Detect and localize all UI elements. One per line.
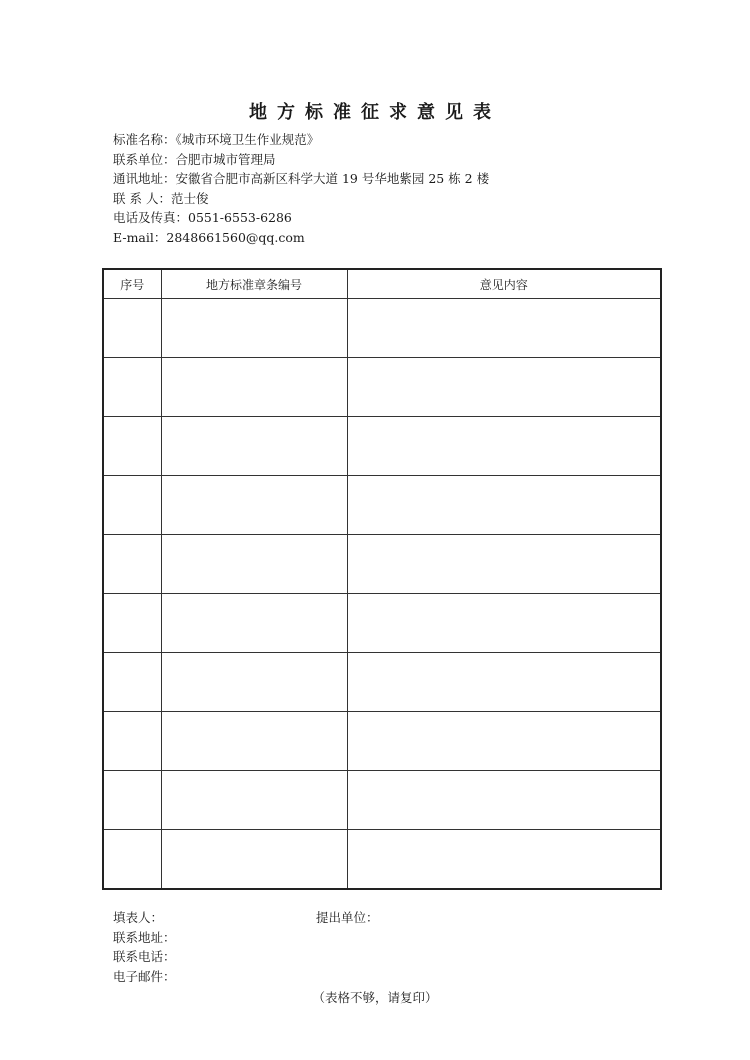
clause-cell[interactable]	[161, 299, 347, 358]
serial-cell[interactable]	[103, 299, 161, 358]
table-header-row	[103, 269, 661, 299]
photocopy-note: （表格不够，请复印）	[312, 990, 438, 1005]
clause-cell[interactable]	[161, 417, 347, 476]
table-row	[103, 712, 661, 771]
clause-cell[interactable]	[161, 358, 347, 417]
email: E-mail：2848661560@qq.com	[113, 229, 305, 245]
table-row	[103, 299, 661, 358]
serial-cell[interactable]	[103, 653, 161, 712]
serial-cell[interactable]	[103, 771, 161, 830]
clause-cell[interactable]	[161, 712, 347, 771]
comment-cell[interactable]	[347, 417, 661, 476]
page-title: 地方标准征求意见表	[249, 102, 501, 123]
info-block	[113, 130, 489, 247]
comment-cell[interactable]	[347, 771, 661, 830]
table-body	[103, 299, 661, 890]
footer-block	[113, 908, 379, 986]
clause-cell[interactable]	[161, 535, 347, 594]
contact-unit: 联系单位：合肥市城市管理局	[113, 151, 276, 167]
comment-cell[interactable]	[347, 299, 661, 358]
header-comment-content: 意见内容	[347, 269, 661, 299]
clause-cell[interactable]	[161, 476, 347, 535]
comment-cell[interactable]	[347, 653, 661, 712]
comment-cell[interactable]	[347, 358, 661, 417]
serial-cell[interactable]	[103, 417, 161, 476]
contact-person: 联 系 人：范士俊	[113, 190, 209, 206]
table-row	[103, 594, 661, 653]
phone-fax: 电话及传真：0551-6553-6286	[113, 210, 292, 225]
table-row	[103, 476, 661, 535]
header-serial-number: 序号	[103, 269, 161, 299]
mailing-address: 通讯地址：安徽省合肥市高新区科学大道 19 号华地紫园 25 栋 2 楼	[113, 171, 490, 186]
email-label: 电子邮件：	[113, 968, 176, 984]
serial-cell[interactable]	[103, 594, 161, 653]
comment-table	[102, 268, 662, 890]
serial-cell[interactable]	[103, 358, 161, 417]
comment-cell[interactable]	[347, 712, 661, 771]
comment-cell[interactable]	[347, 476, 661, 535]
table-row	[103, 535, 661, 594]
clause-cell[interactable]	[161, 594, 347, 653]
serial-cell[interactable]	[103, 830, 161, 890]
clause-cell[interactable]	[161, 653, 347, 712]
contact-address-label: 联系地址：	[113, 929, 176, 945]
submit-unit-label: 提出单位：	[316, 910, 379, 925]
header-clause-number: 地方标准章条编号	[161, 269, 347, 299]
table-row	[103, 653, 661, 712]
serial-cell[interactable]	[103, 535, 161, 594]
serial-cell[interactable]	[103, 712, 161, 771]
comment-cell[interactable]	[347, 594, 661, 653]
contact-phone-label: 联系电话：	[113, 949, 176, 964]
clause-cell[interactable]	[161, 771, 347, 830]
serial-cell[interactable]	[103, 476, 161, 535]
comment-cell[interactable]	[347, 535, 661, 594]
comment-cell[interactable]	[347, 830, 661, 890]
footer-row-1	[113, 908, 379, 928]
table-row	[103, 771, 661, 830]
table-row	[103, 358, 661, 417]
standard-name: 标准名称：《城市环境卫生作业规范》	[113, 132, 320, 147]
table-row	[103, 830, 661, 890]
table-row	[103, 417, 661, 476]
filler-label: 填表人：	[113, 910, 164, 925]
clause-cell[interactable]	[161, 830, 347, 890]
